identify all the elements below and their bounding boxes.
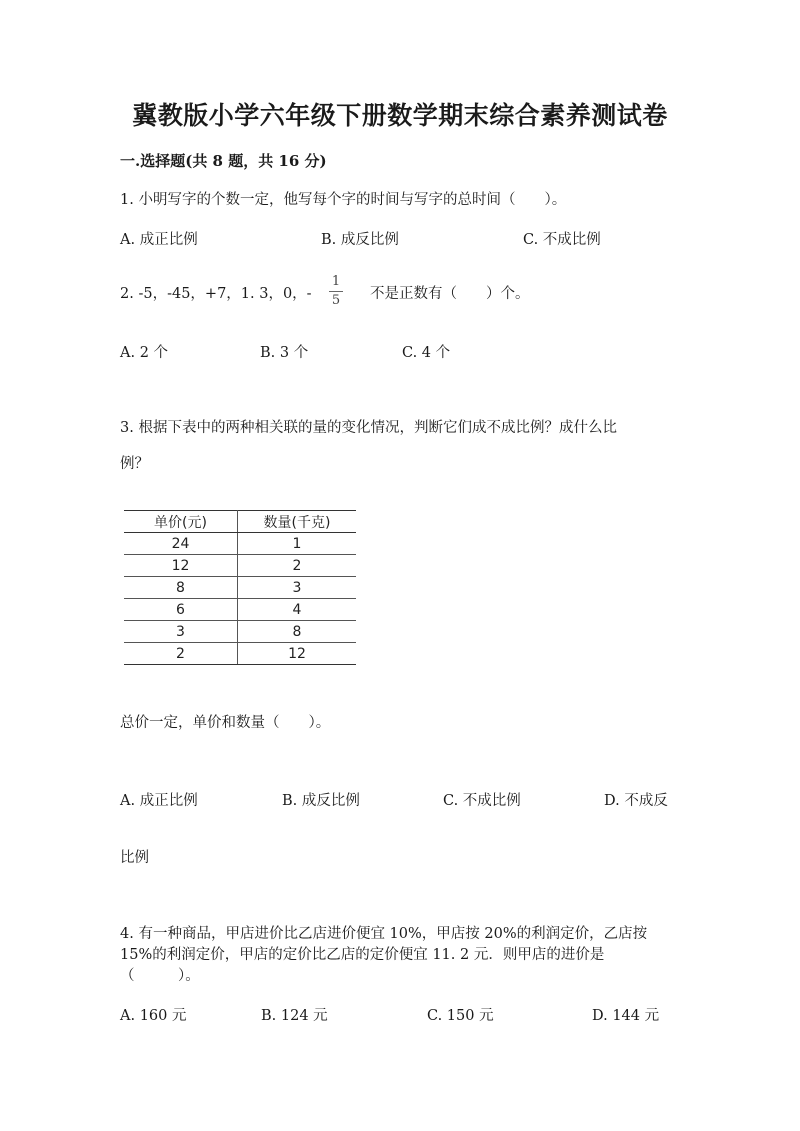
table-cell-quantity: 4	[238, 599, 357, 621]
table-header-unit-price: 单价(元)	[124, 511, 238, 533]
table-header-quantity: 数量(千克)	[238, 511, 357, 533]
question-4-option-c: C. 150 元	[427, 1008, 494, 1024]
fraction-denominator: 5	[331, 293, 341, 308]
price-quantity-table	[124, 510, 356, 665]
question-2-text-after: 不是正数有（ ）个。	[370, 286, 530, 302]
question-4-line-2: 15%的利润定价，甲店的定价比乙店的定价便宜 11. 2 元．则甲店的进价是	[120, 947, 605, 963]
table-cell-quantity: 8	[238, 621, 357, 643]
table-row	[124, 643, 356, 665]
question-3-option-d: D. 不成反	[604, 793, 668, 809]
table-cell-price: 24	[124, 533, 238, 555]
question-3-option-c: C. 不成比例	[443, 793, 521, 809]
table-header-row	[124, 511, 356, 533]
question-1-option-c: C. 不成比例	[523, 232, 601, 248]
question-1-option-a: A. 成正比例	[120, 232, 198, 248]
question-1-text: 1. 小明写字的个数一定，他写每个字的时间与写字的总时间（ ）。	[120, 192, 567, 208]
table-cell-quantity: 3	[238, 577, 357, 599]
question-2-option-a: A. 2 个	[120, 345, 169, 361]
question-4-option-b: B. 124 元	[261, 1008, 328, 1024]
fraction-numerator: 1	[331, 274, 341, 289]
table-cell-price: 2	[124, 643, 238, 665]
question-2-fraction	[328, 275, 344, 308]
table-cell-quantity: 12	[238, 643, 357, 665]
question-2-option-c: C. 4 个	[402, 345, 451, 361]
question-3-line-2: 例？	[120, 456, 149, 472]
question-2-text-before: 2. -5，-45，+7，1. 3，0，-	[120, 286, 312, 302]
table-cell-quantity: 2	[238, 555, 357, 577]
table-cell-price: 8	[124, 577, 238, 599]
table-row	[124, 533, 356, 555]
table-cell-price: 12	[124, 555, 238, 577]
section-heading: 一.选择题(共 8 题，共 16 分)	[120, 152, 327, 170]
question-3-option-a: A. 成正比例	[120, 793, 198, 809]
question-1-option-b: B. 成反比例	[321, 232, 399, 248]
table-row	[124, 621, 356, 643]
question-4-line-1: 4. 有一种商品，甲店进价比乙店进价便宜 10%，甲店按 20%的利润定价，乙店按	[120, 926, 648, 942]
table-cell-price: 3	[124, 621, 238, 643]
table-row	[124, 599, 356, 621]
question-2-option-b: B. 3 个	[260, 345, 309, 361]
table-row	[124, 555, 356, 577]
question-4-line-3: （ ）。	[120, 968, 200, 984]
question-4-option-a: A. 160 元	[120, 1008, 187, 1024]
table-row	[124, 577, 356, 599]
table-cell-quantity: 1	[238, 533, 357, 555]
question-3-option-b: B. 成反比例	[282, 793, 360, 809]
question-3-line-1: 3. 根据下表中的两种相关联的量的变化情况，判断它们成不成比例？成什么比	[120, 420, 617, 436]
table-cell-price: 6	[124, 599, 238, 621]
page-title: 冀教版小学六年级下册数学期末综合素养测试卷	[132, 101, 668, 130]
question-4-option-d: D. 144 元	[592, 1008, 660, 1024]
question-3-prompt: 总价一定，单价和数量（ ）。	[120, 715, 331, 731]
fraction-bar	[329, 291, 343, 292]
question-3-option-d-wrap: 比例	[120, 850, 149, 866]
